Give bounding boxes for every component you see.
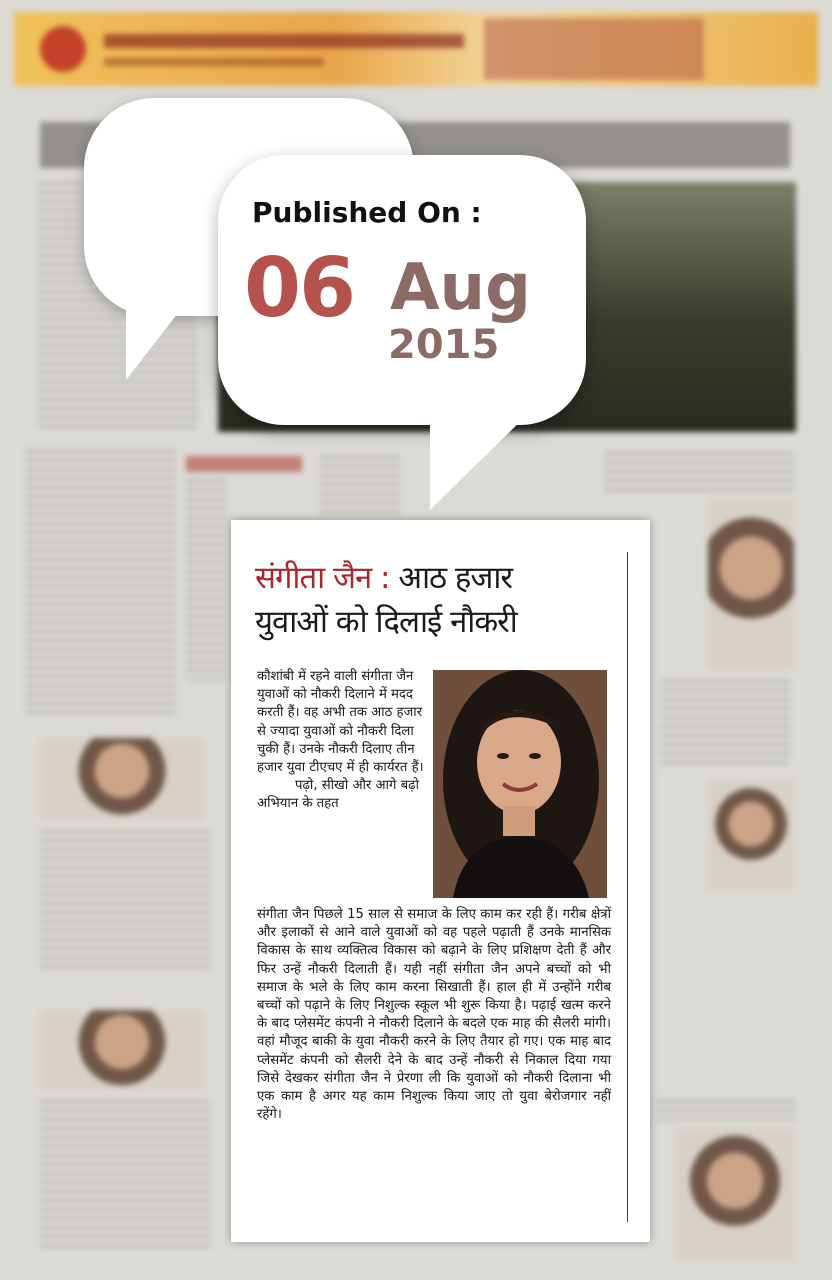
newspaper-portrait	[676, 1128, 794, 1260]
newspaper-banner	[14, 12, 818, 86]
article-paragraph-1: कौशांबी में रहने वाली संगीता जैन युवाओं को नौकरी दिलाने में मदद करती हैं। वह अभी तक आठ हजार से ज्यादा युवाओं को नौकरी दिला चुकी हैं। उनके नौकरी दिलाए तीन हजार युवा टीएचए में ही कार्यरत हैं।	[257, 669, 424, 776]
article-photo	[433, 670, 607, 898]
headline-line1: आठ हजार	[398, 560, 513, 596]
published-day: 06	[244, 241, 355, 336]
article-clipping	[231, 520, 650, 1242]
published-on-label: Published On :	[252, 196, 482, 229]
published-year: 2015	[388, 322, 500, 368]
newspaper-portrait	[708, 500, 794, 670]
article-body-narrow	[257, 668, 425, 814]
speech-bubble-back-tail	[126, 300, 188, 380]
banner-logo	[40, 26, 86, 72]
headline-name: संगीता जैन :	[255, 560, 390, 596]
headline-line2: युवाओं को दिलाई नौकरी	[255, 604, 517, 640]
newspaper-portrait	[708, 780, 794, 890]
newspaper-portrait	[40, 738, 204, 820]
speech-bubble-front-tail	[430, 410, 532, 510]
newspaper-portrait	[40, 1010, 204, 1090]
portrait-image	[433, 670, 607, 898]
article-headline	[255, 556, 615, 644]
column-rule	[627, 552, 628, 1222]
article-paragraph-2-start: पढ़ो, सीखो और आगे बढ़ो अभियान के तहत	[257, 778, 419, 812]
published-month: Aug	[390, 251, 531, 325]
article-body-wide: संगीता जैन पिछले 15 साल से समाज के लिए काम कर रही हैं। गरीब क्षेत्रों और इलाकों से आने वाले युवाओं को वह पहले पढ़ाती हैं उनके मानसिक विकास के साथ व्यक्तित्व विकास को बढ़ाने के लिए प्रशिक्षण देती हैं और फिर उन्हें नौकरी दिलाती हैं। यही नहीं संगीता जैन अपने बच्चों को भी समाज के भले के लिए काम करना सिखाती हैं। हाल ही में उन्होंने गरीब बच्चों को पढ़ाने के लिए निशुल्क स्कूल भी शुरू किया है। पढ़ाई खत्म करने के बाद प्लेसमेंट कंपनी ने नौकरी दिलाने के बदले एक माह की सैलरी मांगी। वहां मौजूद बाकी के युवा नौकरी करने के लिए तैयार हो गए। एक माह बाद प्लेसमेंट कंपनी को सैलरी देने के बाद उन्हें नौकरी से निकाल दिया गया जिसे देखकर संगीता जैन ने प्रेरणा ली कि युवाओं को नौकरी दिलाना भी एक काम है अगर यह काम निशुल्क किया जाए तो युवा बेरोजगार नहीं रहेंगे।	[257, 907, 611, 1123]
